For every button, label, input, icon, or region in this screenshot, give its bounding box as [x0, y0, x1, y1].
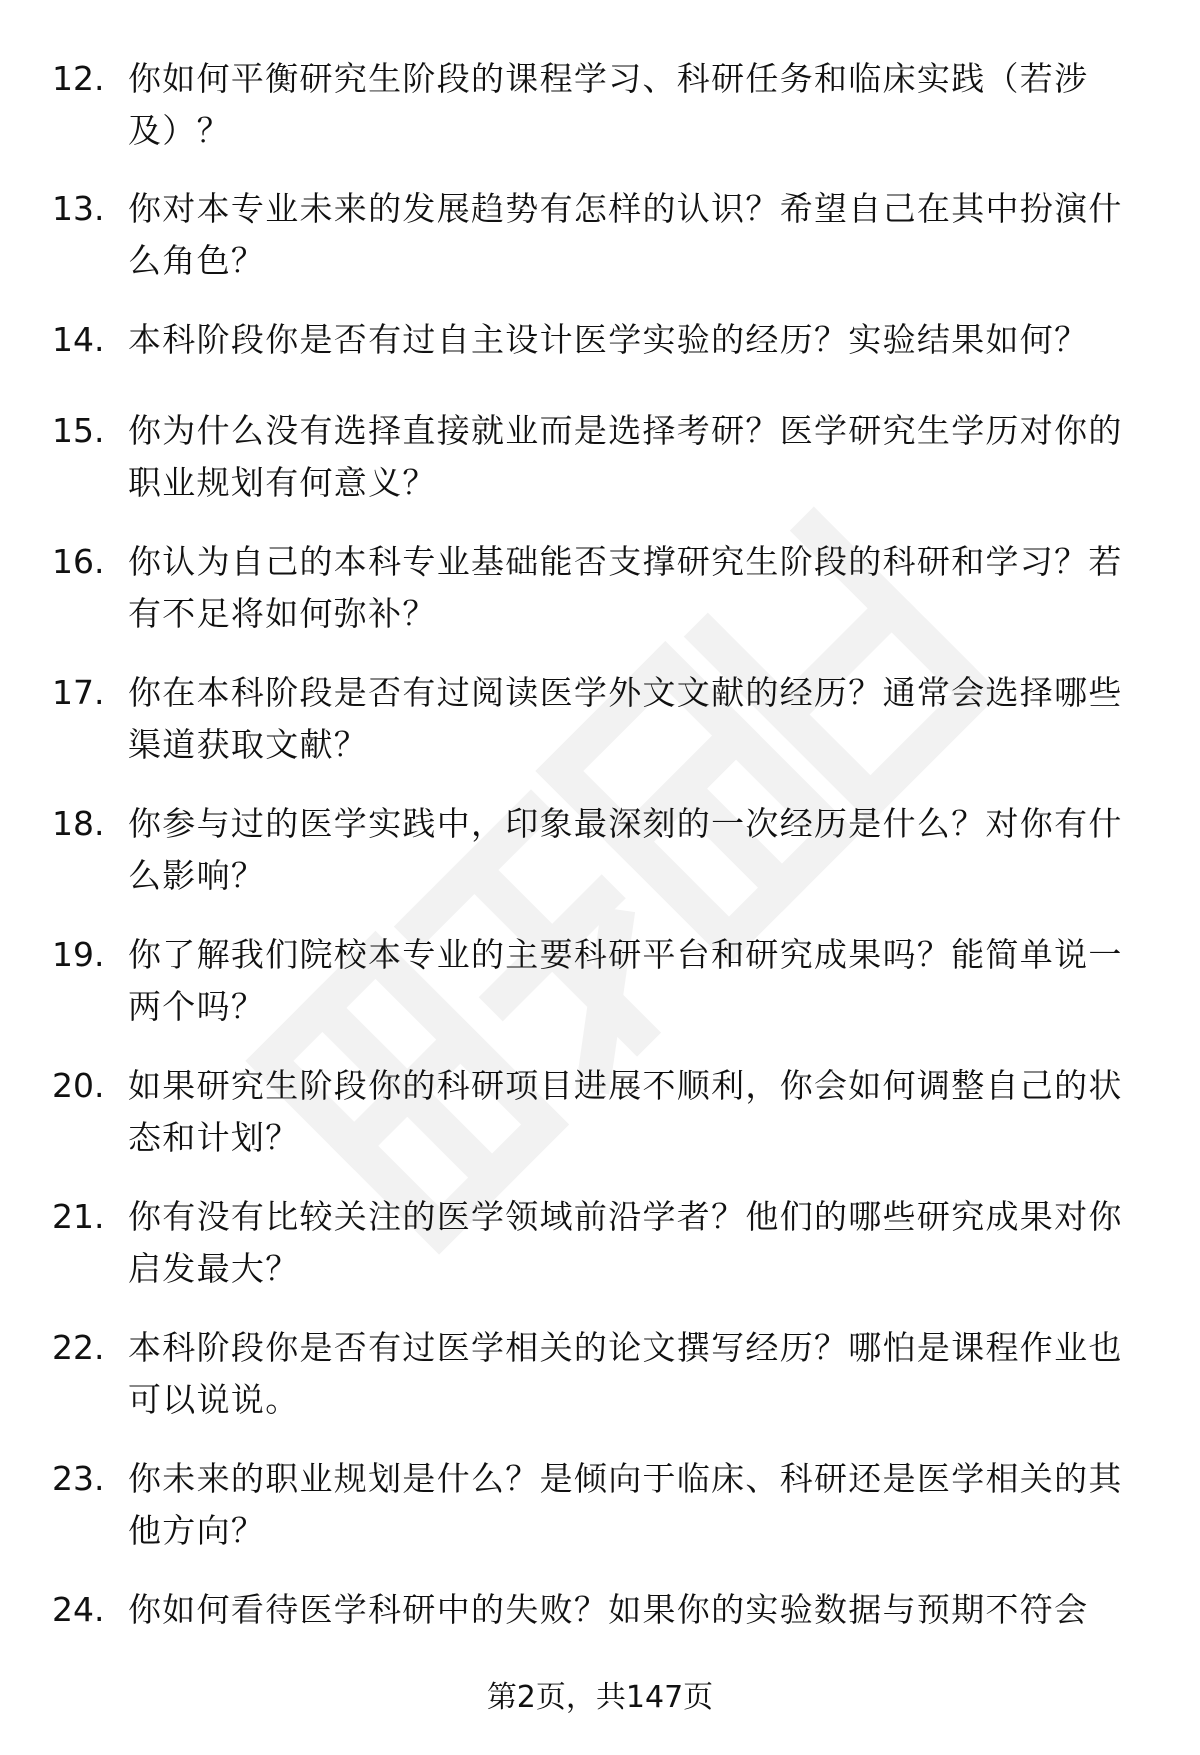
question-number: 17. [52, 673, 105, 712]
question-number: 19. [52, 935, 105, 974]
question-text: 你有没有比较关注的医学领域前沿学者？他们的哪些研究成果对你启发最大？ [128, 1197, 1123, 1288]
question-text: 你为什么没有选择直接就业而是选择考研？医学研究生学历对你的职业规划有何意义？ [128, 411, 1123, 502]
page-footer: 第2页，共147页 [486, 1680, 714, 1715]
question-text: 你在本科阶段是否有过阅读医学外文文献的经历？通常会选择哪些渠道获取文献？ [128, 673, 1123, 764]
question-number: 14. [52, 320, 105, 359]
question-text: 你认为自己的本科专业基础能否支撑研究生阶段的科研和学习？若有不足将如何弥补？ [128, 542, 1123, 633]
question-text: 你参与过的医学实践中，印象最深刻的一次经历是什么？对你有什么影响？ [128, 804, 1123, 895]
question-number: 13. [52, 189, 105, 228]
question-text: 你如何看待医学科研中的失败？如果你的实验数据与预期不符会 [128, 1590, 1089, 1629]
question-text: 你未来的职业规划是什么？是倾向于临床、科研还是医学相关的其他方向？ [128, 1459, 1123, 1550]
question-text: 如果研究生阶段你的科研项目进展不顺利，你会如何调整自己的状态和计划？ [128, 1066, 1123, 1157]
question-number: 23. [52, 1459, 105, 1498]
question-number: 24. [52, 1590, 105, 1629]
question-number: 12. [52, 59, 105, 98]
question-text: 你了解我们院校本专业的主要科研平台和研究成果吗？能简单说一两个吗？ [128, 935, 1123, 1026]
question-text: 你如何平衡研究生阶段的课程学习、科研任务和临床实践（若涉及）？ [128, 59, 1089, 150]
question-text: 你对本专业未来的发展趋势有怎样的认识？希望自己在其中扮演什么角色？ [128, 189, 1123, 280]
question-number: 16. [52, 542, 105, 581]
question-number: 18. [52, 804, 105, 843]
question-text: 本科阶段你是否有过自主设计医学实验的经历？实验结果如何？ [128, 320, 1089, 359]
question-number: 20. [52, 1066, 105, 1105]
question-number: 21. [52, 1197, 105, 1236]
question-text: 本科阶段你是否有过医学相关的论文撰写经历？哪怕是课程作业也可以说说。 [128, 1328, 1123, 1419]
question-number: 22. [52, 1328, 105, 1367]
question-number: 15. [52, 411, 105, 450]
